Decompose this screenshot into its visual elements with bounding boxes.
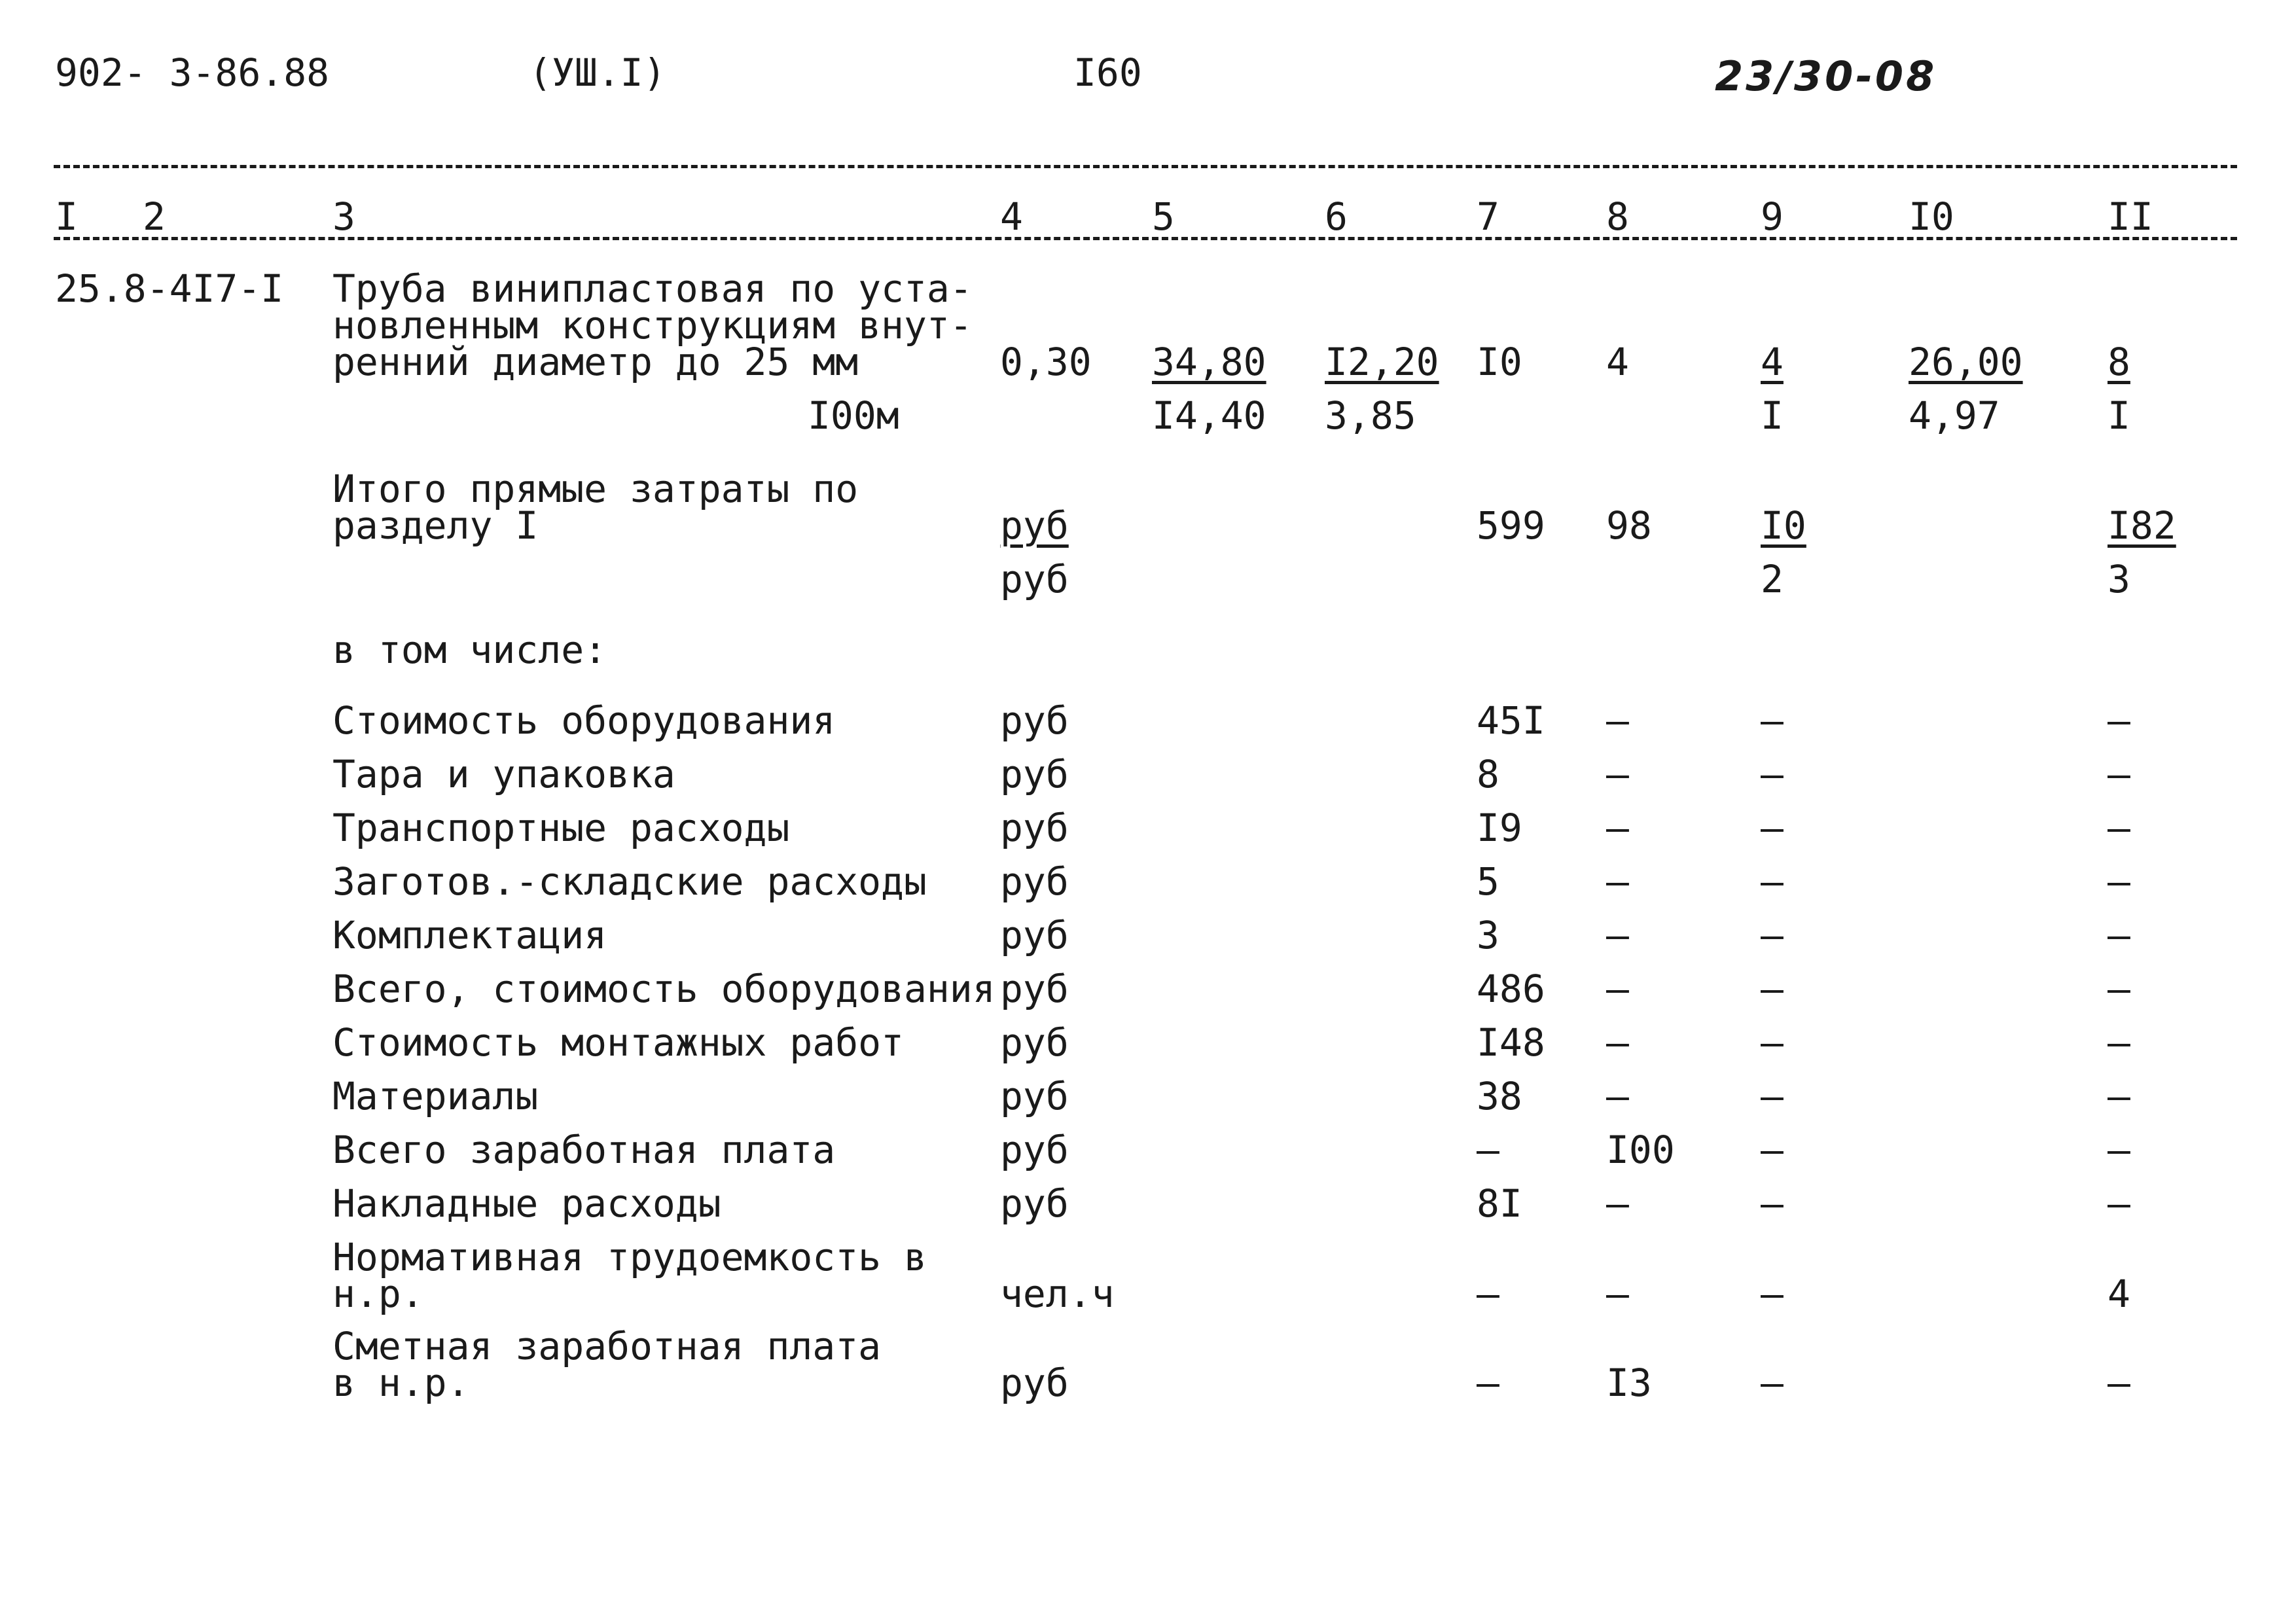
row-unit: руб bbox=[1000, 806, 1069, 850]
item-name-line: ренний диаметр до 25 мм bbox=[332, 340, 859, 384]
row-label: Заготов.-складские расходы bbox=[332, 859, 927, 904]
column-header: 4 bbox=[1000, 194, 1023, 239]
labor-col7: – bbox=[1477, 1272, 1499, 1316]
total-col9-top: I0 bbox=[1761, 503, 1806, 548]
row-col7: I48 bbox=[1477, 1020, 1545, 1065]
handwritten-stamp: 23/30-08 bbox=[1715, 52, 1937, 100]
row-col7: I9 bbox=[1477, 806, 1522, 850]
row-col8: – bbox=[1606, 752, 1629, 796]
total-col11-bottom: 3 bbox=[2108, 557, 2130, 601]
page-number: I60 bbox=[1073, 50, 1142, 95]
header-bottom-rule bbox=[54, 237, 2237, 240]
row-col7: 8I bbox=[1477, 1181, 1522, 1226]
total-unit-bottom: руб bbox=[1000, 557, 1069, 601]
row-col8: – bbox=[1606, 806, 1629, 850]
row-col7: 38 bbox=[1477, 1074, 1522, 1118]
row-col11: – bbox=[2108, 1181, 2130, 1226]
row-col8: I00 bbox=[1606, 1128, 1675, 1172]
row-col7: 45I bbox=[1477, 698, 1545, 743]
item-col7: I0 bbox=[1477, 340, 1522, 384]
item-col9-top: 4 bbox=[1761, 340, 1784, 384]
row-col11: – bbox=[2108, 913, 2130, 957]
item-quantity: 0,30 bbox=[1000, 340, 1092, 384]
total-col11-top: I82 bbox=[2108, 503, 2176, 548]
item-col10-bottom: 4,97 bbox=[1909, 393, 2000, 438]
row-col11: – bbox=[2108, 967, 2130, 1011]
wage-col8: I3 bbox=[1606, 1361, 1652, 1405]
row-label: Транспортные расходы bbox=[332, 806, 790, 850]
including-label: в том числе: bbox=[332, 628, 607, 672]
row-col9: – bbox=[1761, 752, 1784, 796]
row-col11: – bbox=[2108, 698, 2130, 743]
column-header: 2 bbox=[143, 194, 166, 239]
total-label-line: разделу I bbox=[332, 503, 539, 548]
row-col9: – bbox=[1761, 1074, 1784, 1118]
wage-label-line: в н.р. bbox=[332, 1361, 470, 1405]
row-label: Всего заработная плата bbox=[332, 1128, 836, 1172]
row-label: Накладные расходы bbox=[332, 1181, 721, 1226]
column-header: 9 bbox=[1761, 194, 1784, 239]
item-col6-bottom: 3,85 bbox=[1325, 393, 1416, 438]
row-col7: 3 bbox=[1477, 913, 1499, 957]
row-label: Комплектация bbox=[332, 913, 607, 957]
wage-col9: – bbox=[1761, 1361, 1784, 1405]
row-unit: руб bbox=[1000, 967, 1069, 1011]
row-col11: – bbox=[2108, 1128, 2130, 1172]
row-col8: – bbox=[1606, 967, 1629, 1011]
row-col9: – bbox=[1761, 806, 1784, 850]
row-unit: руб bbox=[1000, 1128, 1069, 1172]
total-label-line: Итого прямые затраты по bbox=[332, 467, 859, 511]
wage-label-line: Сметная заработная плата bbox=[332, 1324, 882, 1368]
row-col7: – bbox=[1477, 1128, 1499, 1172]
row-col8: – bbox=[1606, 1181, 1629, 1226]
item-col11-top: 8 bbox=[2108, 340, 2130, 384]
row-unit: руб bbox=[1000, 1074, 1069, 1118]
row-unit: руб bbox=[1000, 1020, 1069, 1065]
document-code: 902- 3-86.88 bbox=[55, 50, 330, 95]
row-col9: – bbox=[1761, 859, 1784, 904]
row-col11: – bbox=[2108, 806, 2130, 850]
total-col8: 98 bbox=[1606, 503, 1652, 548]
row-col8: – bbox=[1606, 913, 1629, 957]
row-col7: 5 bbox=[1477, 859, 1499, 904]
row-label: Стоимость оборудования bbox=[332, 698, 836, 743]
item-col5-bottom: I4,40 bbox=[1152, 393, 1266, 438]
row-col9: – bbox=[1761, 1128, 1784, 1172]
row-col9: – bbox=[1761, 698, 1784, 743]
column-header: 6 bbox=[1325, 194, 1348, 239]
row-col11: – bbox=[2108, 1074, 2130, 1118]
row-col9: – bbox=[1761, 913, 1784, 957]
labor-unit: чел.ч bbox=[1000, 1272, 1115, 1316]
row-unit: руб bbox=[1000, 1181, 1069, 1226]
column-header: I0 bbox=[1909, 194, 1954, 239]
column-header: 5 bbox=[1152, 194, 1175, 239]
total-col7: 599 bbox=[1477, 503, 1545, 548]
row-unit: руб bbox=[1000, 698, 1069, 743]
row-label: Тара и упаковка bbox=[332, 752, 675, 796]
row-label: Стоимость монтажных работ bbox=[332, 1020, 904, 1065]
row-label: Материалы bbox=[332, 1074, 539, 1118]
row-col8: – bbox=[1606, 1074, 1629, 1118]
row-unit: руб bbox=[1000, 859, 1069, 904]
album-number: (УШ.I) bbox=[529, 50, 666, 95]
row-col8: – bbox=[1606, 859, 1629, 904]
item-name-line: Труба винипластовая по уста- bbox=[332, 266, 973, 311]
column-header: 3 bbox=[332, 194, 355, 239]
labor-label-line: Нормативная трудоемкость в bbox=[332, 1235, 927, 1279]
header-top-rule bbox=[54, 165, 2237, 168]
item-name-line: новленным конструкциям внут- bbox=[332, 303, 973, 348]
labor-col9: – bbox=[1761, 1272, 1784, 1316]
row-col11: – bbox=[2108, 752, 2130, 796]
item-code: 25.8-4I7-I bbox=[55, 266, 284, 311]
row-col9: – bbox=[1761, 1020, 1784, 1065]
labor-label-line: н.р. bbox=[332, 1272, 424, 1316]
row-col8: – bbox=[1606, 1020, 1629, 1065]
total-unit-top: руб bbox=[1000, 503, 1069, 548]
item-col10-top: 26,00 bbox=[1909, 340, 2023, 384]
row-col8: – bbox=[1606, 698, 1629, 743]
item-col8: 4 bbox=[1606, 340, 1629, 384]
column-header: 7 bbox=[1477, 194, 1499, 239]
row-col11: – bbox=[2108, 859, 2130, 904]
column-header: II bbox=[2108, 194, 2153, 239]
item-unit: I00м bbox=[808, 393, 899, 438]
total-col9-bottom: 2 bbox=[1761, 557, 1784, 601]
row-unit: руб bbox=[1000, 913, 1069, 957]
item-col11-bottom: I bbox=[2108, 393, 2130, 438]
wage-col11: – bbox=[2108, 1361, 2130, 1405]
labor-col11: 4 bbox=[2108, 1272, 2130, 1316]
row-unit: руб bbox=[1000, 752, 1069, 796]
row-label: Всего, стоимость оборудования bbox=[332, 967, 996, 1011]
item-col6-top: I2,20 bbox=[1325, 340, 1439, 384]
labor-col8: – bbox=[1606, 1272, 1629, 1316]
row-col9: – bbox=[1761, 967, 1784, 1011]
row-col7: 486 bbox=[1477, 967, 1545, 1011]
column-header: I bbox=[55, 194, 78, 239]
row-col9: – bbox=[1761, 1181, 1784, 1226]
wage-col7: – bbox=[1477, 1361, 1499, 1405]
item-col9-bottom: I bbox=[1761, 393, 1784, 438]
item-col5-top: 34,80 bbox=[1152, 340, 1266, 384]
column-header: 8 bbox=[1606, 194, 1629, 239]
row-col11: – bbox=[2108, 1020, 2130, 1065]
wage-unit: руб bbox=[1000, 1361, 1069, 1405]
row-col7: 8 bbox=[1477, 752, 1499, 796]
